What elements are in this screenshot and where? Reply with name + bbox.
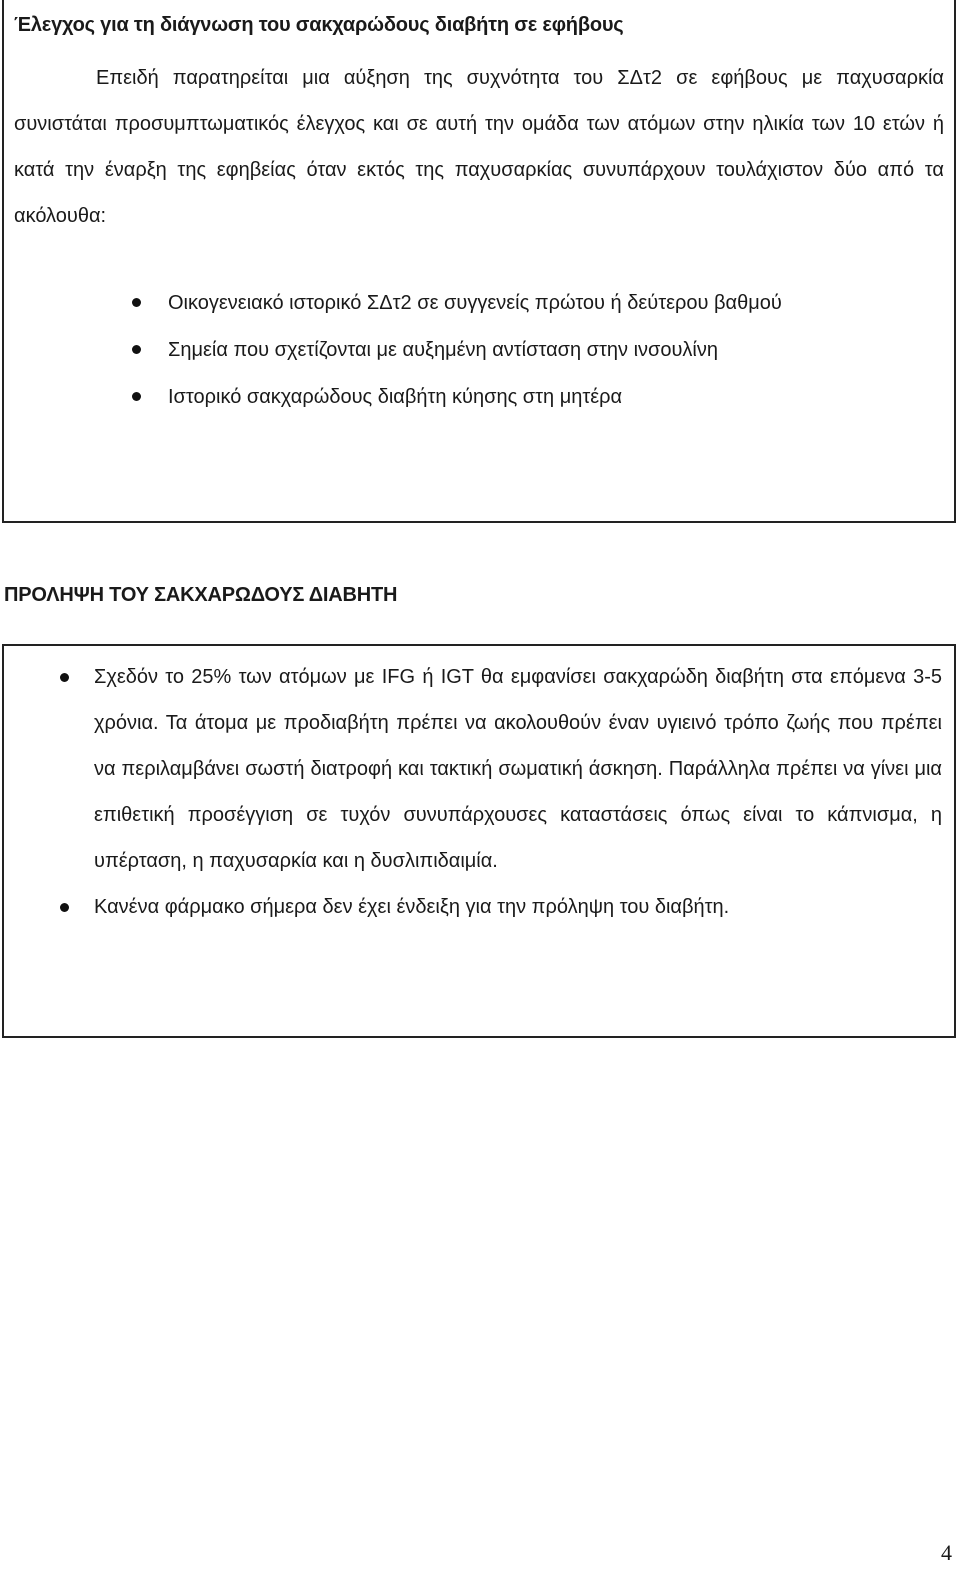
screening-box bbox=[2, 0, 956, 523]
prevention-heading: ΠΡΟΛΗΨΗ ΤΟΥ ΣΑΚΧΑΡΩΔΟΥΣ ΔΙΑΒΗΤΗ bbox=[4, 584, 398, 606]
list-item-text: Κανένα φάρμακο σήμερα δεν έχει ένδειξη για την πρόληψη του διαβήτη. bbox=[94, 896, 730, 918]
list-item-text: Οικογενειακό ιστορικό ΣΔτ2 σε συγγενείς πρώτου ή δεύτερου βαθμού bbox=[168, 292, 782, 314]
bullet-icon bbox=[132, 345, 141, 354]
list-item bbox=[4, 654, 942, 884]
bullet-icon bbox=[132, 298, 141, 307]
list-item bbox=[4, 884, 942, 930]
list-item-text: Σχεδόν το 25% των ατόμων με IFG ή IGT θα εμφανίσει σακχαρώδη διαβήτη στα επόμενα 3-5 χρόνια. Τα άτομα με προδιαβήτη πρέπει να ακολουθούν έναν υγιεινό τρόπο ζωής που πρέπει να περιλαμβάνει σωστή διατροφή και τακτική σωματική άσκηση. Παράλληλα πρέπει να γίνει μια επιθετική προσέγγιση σε τυχόν συνυπάρχουσες καταστάσεις όπως είναι το κάπνισμα, η υπέρταση, η παχυσαρκία και η δυσλιπιδαιμία. bbox=[94, 666, 942, 872]
list-item bbox=[124, 327, 782, 374]
bullet-icon bbox=[60, 673, 69, 682]
bullet-icon bbox=[60, 903, 69, 912]
prevention-list bbox=[4, 654, 942, 930]
list-item-text: Σημεία που σχετίζονται με αυξημένη αντίσταση στην ινσουλίνη bbox=[168, 339, 718, 361]
screening-intro: Επειδή παρατηρείται μια αύξηση της συχνότητα του ΣΔτ2 σε εφήβους με παχυσαρκία συνιστάται προσυμπτωματικός έλεγχος και σε αυτή την ομάδα των ατόμων στην ηλικία των 10 ετών ή κατά την έναρξη της εφηβείας όταν εκτός της παχυσαρκίας συνυπάρχουν τουλάχιστον δύο από τα ακόλουθα: bbox=[14, 67, 944, 227]
bullet-icon bbox=[132, 392, 141, 401]
list-item bbox=[124, 280, 782, 327]
list-item-text: Ιστορικό σακχαρώδους διαβήτη κύησης στη μητέρα bbox=[168, 386, 623, 408]
prevention-box bbox=[2, 644, 956, 1038]
screening-criteria-list bbox=[124, 280, 782, 421]
page-number: 4 bbox=[941, 1540, 952, 1565]
screening-title: Έλεγχος για τη διάγνωση του σακχαρώδους διαβήτη σε εφήβους bbox=[14, 14, 624, 36]
list-item bbox=[124, 374, 782, 421]
